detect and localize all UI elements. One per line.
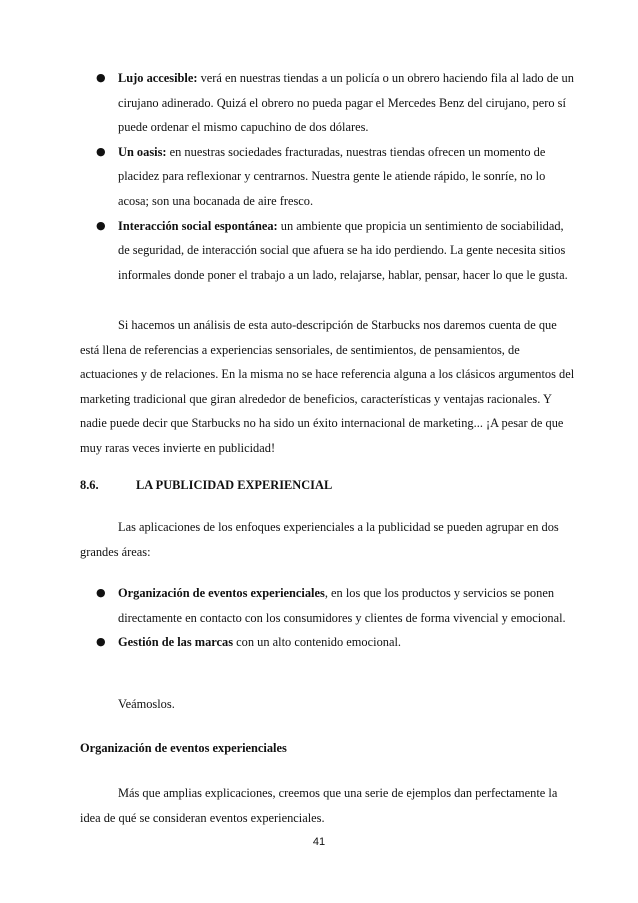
bullet-icon: ● [96, 144, 106, 158]
section-heading [80, 473, 575, 498]
bullet-icon: ● [96, 586, 106, 599]
paragraph-starbucks-analysis: Si hacemos un análisis de esta auto-descripción de Starbucks nos daremos cuenta de que está llena de referencias a experiencias sensoriales, de sentimientos, de pensamientos, de actuaciones y de relaciones. En la misma no se hace referencia alguna a los clásicos argumentos del marketing tradicional que giran alrededor de beneficios, características y ventajas racionales. Y nadie puede decir que Starbucks no ha sido un éxito internacional de marketing... ¡A pesar de que muy raras veces invierte en publicidad! [80, 318, 575, 455]
list-item [80, 214, 575, 288]
bullet-text: verá en nuestras tiendas a un policía o un obrero haciendo fila al lado de un cirujano adinerado. Quizá el obrero no pueda pagar el Mercedes Benz del cirujano, pero sí puede ordenar el mismo capuchino de dos dólares. [118, 71, 574, 135]
bullet-text: , en los que los productos y servicios se ponen directamente en contacto con los consumidores y clientes de forma vivencial y emocional. [118, 586, 566, 625]
paragraph-examples: Más que amplias explicaciones, creemos que una serie de ejemplos dan perfectamente la idea de qué se consideran eventos experienciales. [80, 786, 558, 825]
bullet-text: un ambiente que propicia un sentimiento de sociabilidad, de seguridad, de interacción social que afuera se ha ido perdiendo. La gente necesita sitios informales donde poner el trabajo a un lado, relajarse, hablar, pensar, hacer lo que le gusta. [118, 218, 568, 282]
list-item [80, 66, 575, 140]
paragraph-applications: Las aplicaciones de los enfoques experienciales a la publicidad se pueden agrupar en dos grandes áreas: [80, 520, 559, 559]
bullet-term: Interacción social espontánea: [118, 218, 278, 233]
subheading-events: Organización de eventos experienciales [80, 741, 287, 755]
bullet-icon: ● [96, 635, 106, 649]
list-item [80, 630, 575, 655]
bullet-term: Organización de eventos experienciales [118, 586, 325, 600]
section-number: 8.6. [80, 478, 99, 492]
list-item [80, 581, 575, 630]
bullet-text: con un alto contenido emocional. [233, 635, 401, 650]
bullet-term: Gestión de las marcas [118, 635, 234, 650]
paragraph-veamoslos: Veámoslos. [118, 697, 175, 711]
section-title: LA PUBLICIDAD EXPERIENCIAL [136, 478, 333, 492]
bullet-text: en nuestras sociedades fracturadas, nuestras tiendas ofrecen un momento de placidez para reflexionar y centrarnos. Nuestra gente le atiende rápido, le sonríe, no lo acosa; son una bocanada de aire fresco. [118, 144, 546, 208]
bullet-icon: ● [96, 71, 106, 84]
bullet-term: Lujo accesible: [118, 71, 198, 85]
page-number: 41 [312, 836, 326, 848]
starbucks-values-list [80, 66, 575, 287]
areas-list [80, 581, 575, 655]
bullet-term: Un oasis: [118, 144, 167, 159]
list-item [80, 140, 575, 214]
bullet-icon: ● [96, 218, 106, 232]
